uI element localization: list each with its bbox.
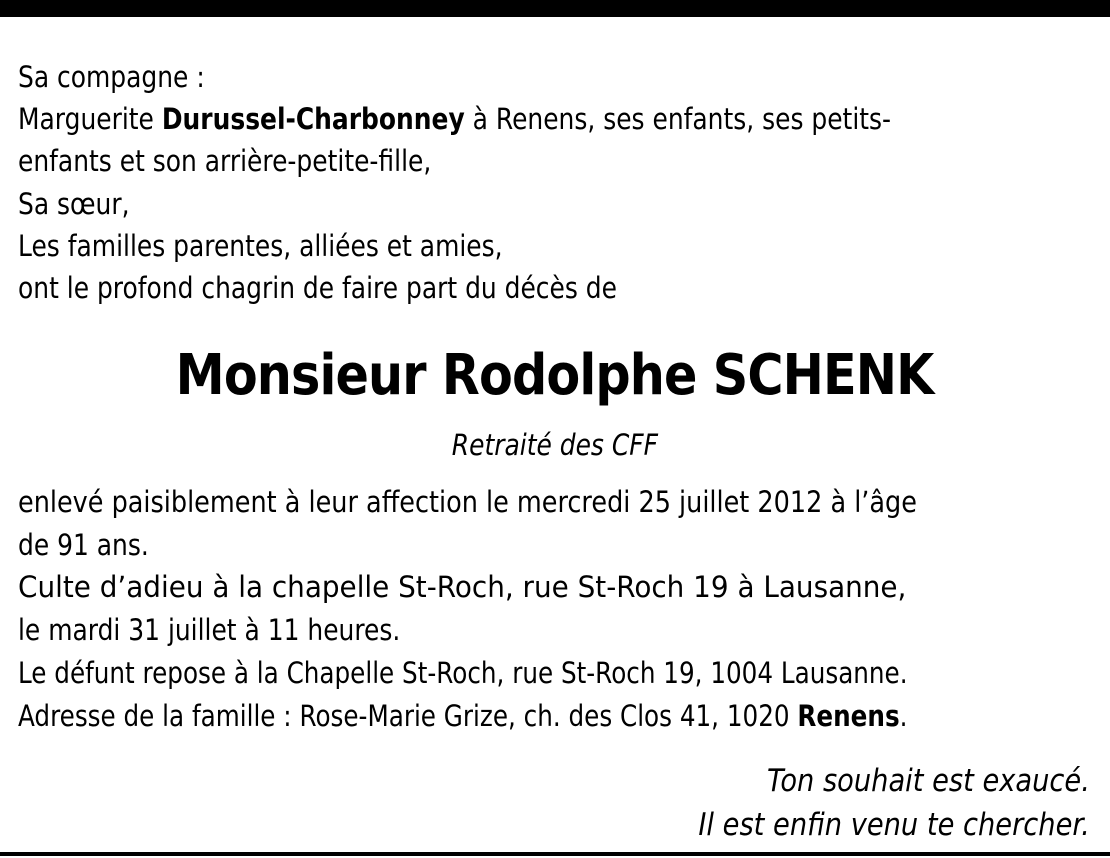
- body-line-6-pre: Adresse de la famille : Rose-Marie Grize, ch. des Clos 41, 1020: [18, 699, 798, 733]
- top-rule: [0, 0, 1110, 17]
- intro-line-5-text: Les familles parentes, alliées et amies,: [18, 229, 503, 263]
- deceased-name-text: Monsieur Rodolphe SCHENK: [176, 343, 934, 408]
- intro-line-6: [18, 267, 714, 309]
- body-line-3: [18, 566, 943, 608]
- closing-line-2-text: Il est enfin venu te chercher.: [698, 807, 1090, 843]
- body-line-6-post: .: [899, 699, 908, 733]
- body-line-2: [18, 524, 170, 566]
- bottom-rule: [0, 852, 1110, 856]
- intro-line-3-text: enfants et son arrière-petite-fille,: [18, 144, 432, 178]
- family-town: Renens: [797, 699, 900, 733]
- closing-line-1-text: Ton souhait est exaucé.: [767, 763, 1090, 799]
- closing-line-2: [645, 803, 1090, 847]
- intro-line-6-text: ont le profond chagrin de faire part du décès de: [18, 271, 617, 305]
- body-line-3-text: Culte d’adieu à la chapelle St-Roch, rue St-Roch 19 à Lausanne,: [18, 570, 907, 604]
- intro-line-4: [18, 183, 148, 225]
- companion-surname: Durussel-Charbonney: [161, 102, 465, 136]
- intro-line-1-text: Sa compagne :: [18, 60, 205, 94]
- intro-line-3: [18, 140, 499, 182]
- body-line-2-text: de 91 ans.: [18, 528, 149, 562]
- intro-line-5: [18, 225, 581, 267]
- body-line-6: [18, 695, 1064, 737]
- body-line-5-text: Le défunt repose à la Chapelle St-Roch, rue St-Roch 19, 1004 Lausanne.: [18, 656, 908, 690]
- body-line-5: [18, 652, 1065, 694]
- intro-line-2-post: à Renens, ses enfants, ses petits-: [464, 102, 892, 136]
- closing-line-1: [723, 759, 1090, 803]
- deceased-title-text: Retraité des CFF: [451, 428, 659, 462]
- deceased-title: [0, 424, 1110, 466]
- body-line-4: [18, 609, 463, 651]
- body-line-1: [18, 481, 1040, 523]
- deceased-name: [0, 340, 1110, 412]
- intro-line-2-pre: Marguerite: [18, 102, 162, 136]
- intro-line-2: [18, 98, 1033, 140]
- body-line-6-text: [18, 695, 907, 737]
- intro-line-4-text: Sa sœur,: [18, 187, 130, 221]
- body-line-1-text: enlevé paisiblement à leur affection le mercredi 25 juillet 2012 à l’âge: [18, 485, 917, 519]
- intro-line-1: [18, 56, 235, 98]
- body-line-4-text: le mardi 31 juillet à 11 heures.: [18, 613, 401, 647]
- intro-line-2-text: [18, 98, 891, 140]
